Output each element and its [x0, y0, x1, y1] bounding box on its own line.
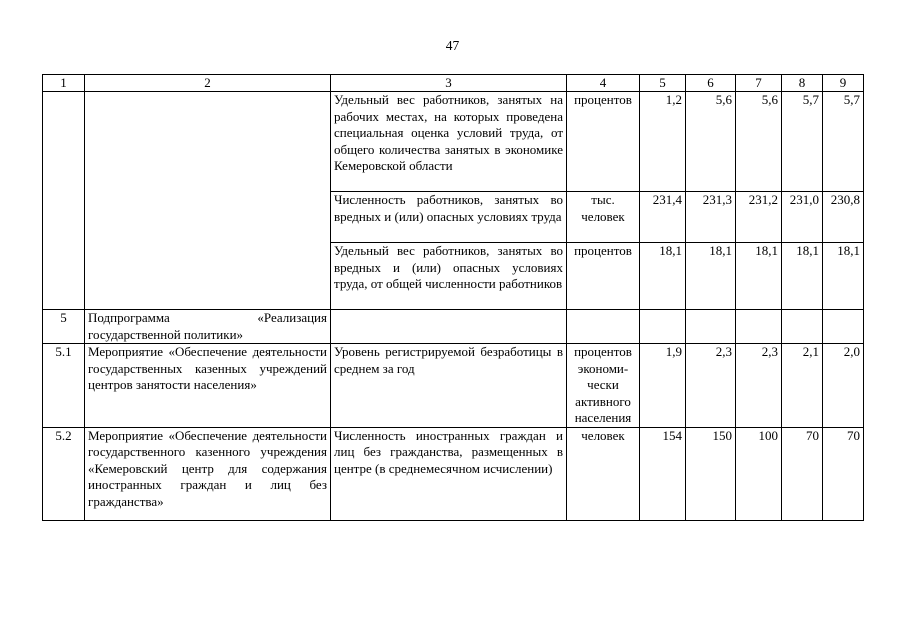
value-cell [736, 310, 782, 344]
value-cell: 100 [736, 427, 782, 520]
value-cell [640, 310, 686, 344]
value-cell: 5,6 [686, 92, 736, 192]
header-cell: 6 [686, 75, 736, 92]
table-row [43, 310, 864, 344]
header-cell: 4 [567, 75, 640, 92]
row-number-cell: 5.2 [43, 427, 85, 520]
value-cell [782, 310, 823, 344]
unit-cell: человек [567, 427, 640, 520]
unit-cell: процентов [567, 92, 640, 192]
header-cell: 7 [736, 75, 782, 92]
row-number-cell [43, 92, 85, 310]
header-cell: 5 [640, 75, 686, 92]
unit-cell: процентов экономи-чески активного населения [567, 344, 640, 428]
value-cell: 231,2 [736, 192, 782, 243]
page-number: 47 [445, 38, 460, 53]
table-row [43, 427, 864, 520]
unit-cell [567, 310, 640, 344]
indicator-cell: Удельный вес работников, занятых во вредных и (или) опасных условиях труда, от общей численности работников [331, 243, 567, 310]
value-cell: 5,7 [782, 92, 823, 192]
header-row [43, 75, 864, 92]
value-cell: 18,1 [736, 243, 782, 310]
value-cell: 2,3 [686, 344, 736, 428]
value-cell: 2,0 [823, 344, 864, 428]
value-cell: 1,2 [640, 92, 686, 192]
value-cell: 70 [782, 427, 823, 520]
indicator-cell [331, 310, 567, 344]
header-cell: 2 [85, 75, 331, 92]
value-cell: 2,3 [736, 344, 782, 428]
header-cell: 1 [43, 75, 85, 92]
value-cell: 231,3 [686, 192, 736, 243]
value-cell: 2,1 [782, 344, 823, 428]
header-cell: 9 [823, 75, 864, 92]
value-cell: 154 [640, 427, 686, 520]
value-cell [823, 310, 864, 344]
value-cell: 150 [686, 427, 736, 520]
indicator-cell: Удельный вес работников, занятых на рабочих местах, на которых проведена специальная оценка условий труда, от общего количества занятых в экономике Кемеровской области [331, 92, 567, 192]
value-cell: 5,6 [736, 92, 782, 192]
value-cell: 18,1 [823, 243, 864, 310]
value-cell: 230,8 [823, 192, 864, 243]
indicators-table [42, 74, 864, 521]
row-number-cell: 5.1 [43, 344, 85, 428]
value-cell: 18,1 [782, 243, 823, 310]
indicator-cell: Уровень регистрируемой безработицы в среднем за год [331, 344, 567, 428]
unit-cell: процентов [567, 243, 640, 310]
value-cell: 231,0 [782, 192, 823, 243]
table-row [43, 92, 864, 192]
unit-cell: тыс. человек [567, 192, 640, 243]
event-cell: Мероприятие «Обеспечение деятельности государственных казенных учреждений центров занятости населения» [85, 344, 331, 428]
value-cell: 70 [823, 427, 864, 520]
value-cell: 1,9 [640, 344, 686, 428]
value-cell: 5,7 [823, 92, 864, 192]
value-cell: 18,1 [640, 243, 686, 310]
indicator-cell: Численность работников, занятых во вредных и (или) опасных условиях труда [331, 192, 567, 243]
event-cell: Мероприятие «Обеспечение деятельности государственного казенного учреждения «Кемеровский центр для содержания иностранных граждан и лиц без гражданства» [85, 427, 331, 520]
value-cell [686, 310, 736, 344]
header-cell: 8 [782, 75, 823, 92]
event-cell: Подпрограмма «Реализация государственной политики» [85, 310, 331, 344]
row-number-cell: 5 [43, 310, 85, 344]
indicator-cell: Численность иностранных граждан и лиц без гражданства, размещенных в центре (в среднемесячном исчислении) [331, 427, 567, 520]
header-cell: 3 [331, 75, 567, 92]
value-cell: 231,4 [640, 192, 686, 243]
event-cell [85, 92, 331, 310]
table-row [43, 344, 864, 428]
value-cell: 18,1 [686, 243, 736, 310]
